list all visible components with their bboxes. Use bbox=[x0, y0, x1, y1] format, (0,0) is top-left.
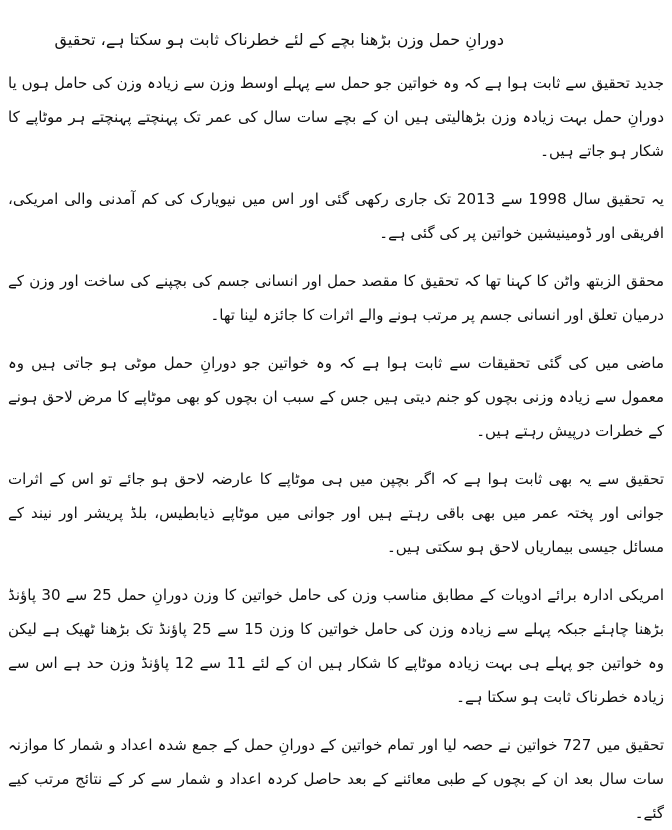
article-headline: دورانِ حمل وزن بڑھنا بچے کے لئے خطرناک ثابت ہو سکتا ہے، تحقیق bbox=[54, 30, 504, 49]
paragraph-2: یہ تحقیق سال 1998 سے 2013 تک جاری رکھی گئی اور اس میں نیویارک کی کم آمدنی والی امریکی، افریقی اور ڈومینیشین خواتین پر کی گئی ہے۔ bbox=[8, 190, 664, 242]
paragraph-7: تحقیق میں 727 خواتین نے حصہ لیا اور تمام خواتین کے دورانِ حمل کے جمع شدہ اعداد و شمار کا موازنہ سات سال بعد ان کے بچوں کے طبی معائنے کے بعد حاصل کردہ اعداد و شمار سے کر کے نتائج مرتب کیے گئے۔ bbox=[8, 736, 664, 822]
paragraph-6: امریکی ادارہ برائے ادویات کے مطابق مناسب وزن کی حامل خواتین کا وزن دورانِ حمل 25 سے 30 پاؤنڈ بڑھنا چاہئے جبکہ پہلے سے زیادہ وزن کی حامل خواتین کا وزن 15 سے 25 پاؤنڈ تک بڑھنا ٹھیک ہے لیکن وہ خواتین جو پہلے ہی بہت زیادہ موٹاپے کا شکار ہیں ان کے لئے 11 سے 12 پاؤنڈ وزن حد ہے اس سے زیادہ خطرناک ثابت ہو سکتا ہے۔ bbox=[8, 586, 664, 706]
paragraph-5: تحقیق سے یہ بھی ثابت ہوا ہے کہ اگر بچپن میں ہی موٹاپے کا عارضہ لاحق ہو جائے تو اس کے اثرات جوانی اور پختہ عمر میں بھی باقی رہتے ہیں اور جوانی میں موٹاپے ذیابطیس، بلڈ پریشر اور نیند کے مسائل جیسی بیماریاں لاحق ہو سکتی ہیں۔ bbox=[8, 470, 664, 556]
paragraph-4: ماضی میں کی گئی تحقیقات سے ثابت ہوا ہے کہ وہ خواتین جو دورانِ حمل موٹی ہو جاتی ہیں وہ معمول سے زیادہ وزنی بچوں کو جنم دیتی ہیں جس کے سبب ان بچوں کو بھی موٹاپے کا مرض لاحق ہونے کے خطرات درپیش رہتے ہیں۔ bbox=[8, 354, 664, 440]
paragraph-1: جدید تحقیق سے ثابت ہوا ہے کہ وہ خواتین جو حمل سے پہلے اوسط وزن سے زیادہ وزن کی حامل ہوں یا دورانِ حمل بہت زیادہ وزن بڑھالیتی ہیں ان کے بچے سات سال کی عمر تک پہنچتے پہنچتے ہر موٹاپے کا شکار ہو جاتے ہیں۔ bbox=[8, 74, 664, 160]
paragraph-3: محقق الزبتھ واٹن کا کہنا تھا کہ تحقیق کا مقصد حمل اور انسانی جسم کی بچپنے کی ساخت اور وزن کے درمیان تعلق اور انسانی جسم پر مرتب ہونے والے اثرات کا جائزہ لینا تھا۔ bbox=[8, 272, 664, 324]
